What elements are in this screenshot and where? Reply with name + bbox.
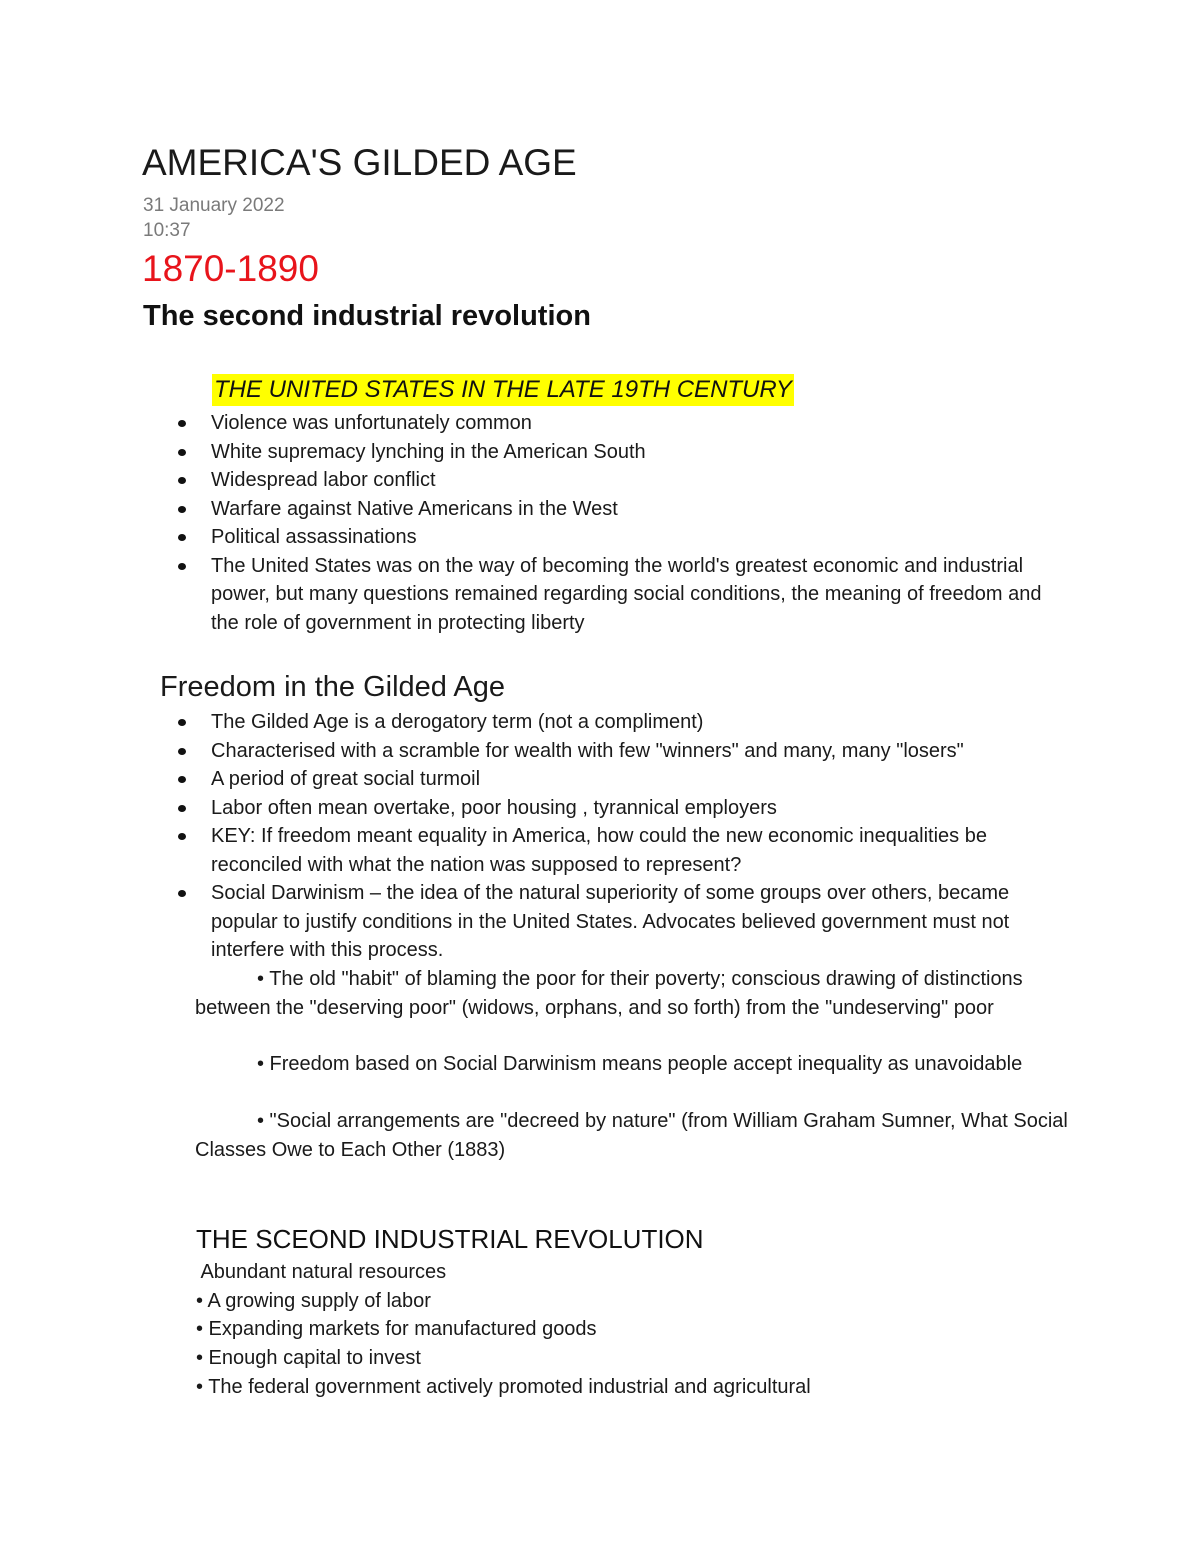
subtitle-heading: The second industrial revolution — [143, 300, 591, 332]
list-item: KEY: If freedom meant equality in America, how could the new economic inequalities be reconciled with what the nation was supposed to represent? — [0, 822, 1071, 879]
list-item: Warfare against Native Americans in the West — [0, 495, 1071, 524]
sub-point: • Freedom based on Social Darwinism means people accept inequality as unavoidable — [257, 1053, 1023, 1075]
industrial-revolution-heading: THE SCEOND INDUSTRIAL REVOLUTION — [196, 1224, 704, 1254]
note-date: 31 January 2022 — [143, 195, 285, 216]
list-item: The United States was on the way of becoming the world's greatest economic and industrial power, but many questions remained regarding social conditions, the meaning of freedom and the role of government in protecting liberty — [0, 552, 1071, 638]
note-time: 10:37 — [143, 220, 191, 241]
sub-point: • "Social arrangements are "decreed by nature" (from William Graham Sumner, What Social Classes Owe to Each Other (1883) — [195, 1110, 1068, 1161]
list-item: Violence was unfortunately common — [0, 409, 1071, 438]
bullet-icon — [178, 506, 186, 513]
list-item: • Expanding markets for manufactured goods — [196, 1318, 597, 1341]
bullet-icon — [178, 449, 186, 456]
list-item: Characterised with a scramble for wealth with few "winners" and many, many "losers" — [0, 737, 1071, 766]
bullet-icon — [178, 719, 186, 726]
list-item: Social Darwinism – the idea of the natural superiority of some groups over others, became popular to justify conditions in the United States. Advocates believed government must not interfere with this process. — [0, 879, 1071, 965]
freedom-list — [0, 708, 1071, 965]
bullet-icon — [178, 890, 186, 897]
sub-point: • The old "habit" of blaming the poor for their poverty; conscious drawing of distinctions between the "deserving poor" (widows, orphans, and so forth) from the "undeserving" poor — [195, 968, 1023, 1019]
list-item: Widespread labor conflict — [0, 466, 1071, 495]
year-range-heading: 1870-1890 — [142, 248, 319, 289]
list-item: • A growing supply of labor — [196, 1289, 431, 1312]
late-19th-century-list — [0, 409, 1071, 637]
list-item: • The federal government actively promoted industrial and agricultural — [196, 1375, 811, 1398]
freedom-section-heading: Freedom in the Gilded Age — [160, 671, 505, 703]
bullet-icon — [178, 534, 186, 541]
list-item: Abundant natural resources — [196, 1261, 447, 1283]
bullet-icon — [178, 420, 186, 427]
bullet-icon — [178, 776, 186, 783]
bullet-icon — [178, 477, 186, 484]
highlighted-section-heading: THE UNITED STATES IN THE LATE 19TH CENTURY — [212, 374, 794, 406]
bullet-icon — [178, 748, 186, 755]
bullet-icon — [178, 805, 186, 812]
page-title: AMERICA'S GILDED AGE — [142, 142, 577, 183]
list-item: A period of great social turmoil — [0, 765, 1071, 794]
list-item: Political assassinations — [0, 523, 1071, 552]
bullet-icon — [178, 563, 186, 570]
list-item: Labor often mean overtake, poor housing , tyrannical employers — [0, 794, 1071, 823]
bullet-icon — [178, 833, 186, 840]
list-item: • Enough capital to invest — [196, 1347, 421, 1370]
industrial-factors-list — [196, 1258, 811, 1402]
list-item: White supremacy lynching in the American South — [0, 438, 1071, 467]
list-item: The Gilded Age is a derogatory term (not a compliment) — [0, 708, 1071, 737]
